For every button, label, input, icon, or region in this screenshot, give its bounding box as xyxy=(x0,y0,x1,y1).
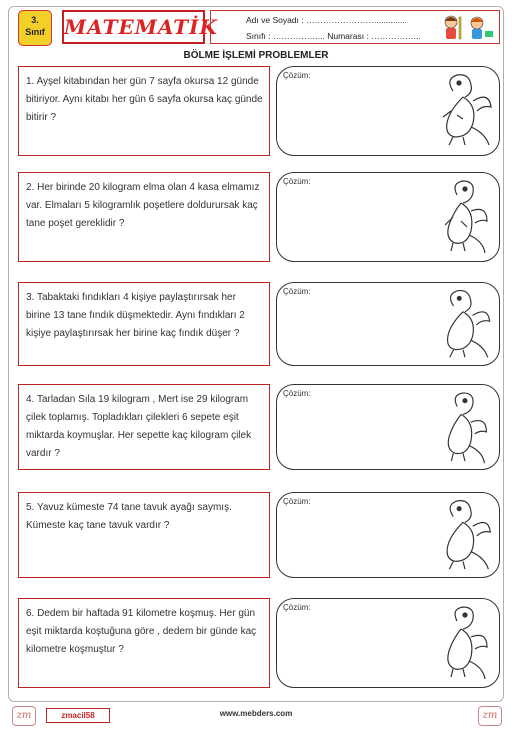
student-info-box xyxy=(210,10,500,44)
logo-icon: zm xyxy=(12,706,36,726)
question-5: 5. Yavuz kümeste 74 tane tavuk ayağı saymış. Kümeste kaç tane tavuk vardır ? xyxy=(18,492,270,578)
solution-label: Çözüm: xyxy=(283,71,311,80)
solution-label: Çözüm: xyxy=(283,603,311,612)
solution-label: Çözüm: xyxy=(283,287,311,296)
website-link[interactable]: www.mebders.com xyxy=(219,709,293,718)
dragon-icon xyxy=(433,177,495,257)
worksheet-heading: BÖLME İŞLEMİ PROBLEMLER xyxy=(183,50,329,61)
question-2: 2. Her birinde 20 kilogram elma olan 4 kasa elmamız var. Elmaları 5 kilogramlık poşetlere doldurursak kaç tane poşet gereklidir ? xyxy=(18,172,270,262)
subject-title xyxy=(62,10,218,44)
solution-label: Çözüm: xyxy=(283,177,311,186)
solution-box-4[interactable] xyxy=(276,384,500,470)
grade-badge xyxy=(18,10,52,46)
solution-box-6[interactable] xyxy=(276,598,500,688)
question-3: 3. Tabaktaki fındıkları 4 kişiye paylaştırırsak her birine 13 tane fındık düşmektedir. Aynı fındıkları 2 kişiye paylaştırırsak her birine kaç fındık düşer ? xyxy=(18,282,270,366)
grade-label: Sınıf xyxy=(25,27,45,37)
solution-box-1[interactable] xyxy=(276,66,500,156)
question-1: 1. Ayşel kitabından her gün 7 sayfa okursa 12 günde bitiriyor. Aynı kitabı her gün 6 sayfa okursa kaç günde bitirir ? xyxy=(18,66,270,156)
dragon-icon xyxy=(433,287,495,363)
dragon-icon xyxy=(433,389,495,467)
dragon-icon xyxy=(433,71,495,151)
logo-icon: zm xyxy=(478,706,502,726)
worksheet-code: zmacil58 xyxy=(46,708,110,723)
name-field[interactable]: Adı ve Soyadı : …………………….............. xyxy=(246,15,408,25)
solution-box-3[interactable] xyxy=(276,282,500,366)
grade-number: 3. xyxy=(31,15,39,25)
subject-title-text: MATEMATİK xyxy=(64,15,218,39)
solution-label: Çözüm: xyxy=(283,389,311,398)
dragon-icon xyxy=(433,497,495,575)
class-number-field[interactable]: Sınıfı : …………….... Numarası : ……………... xyxy=(246,31,421,41)
solution-box-5[interactable] xyxy=(276,492,500,578)
solution-label: Çözüm: xyxy=(283,497,311,506)
question-4: 4. Tarladan Sıla 19 kilogram , Mert ise 29 kilogram çilek toplamış. Topladıkları çilekleri 6 sepete eşit miktarda koymuşlar. Her sepette kaç kilogram çilek vardır ? xyxy=(18,384,270,470)
question-6: 6. Dedem bir haftada 91 kilometre koşmuş. Her gün eşit miktarda koştuğuna göre , dedem bir günde kaç kilometre koşmuştur ? xyxy=(18,598,270,688)
dragon-icon xyxy=(433,603,495,683)
kids-icon xyxy=(437,13,495,41)
solution-box-2[interactable] xyxy=(276,172,500,262)
